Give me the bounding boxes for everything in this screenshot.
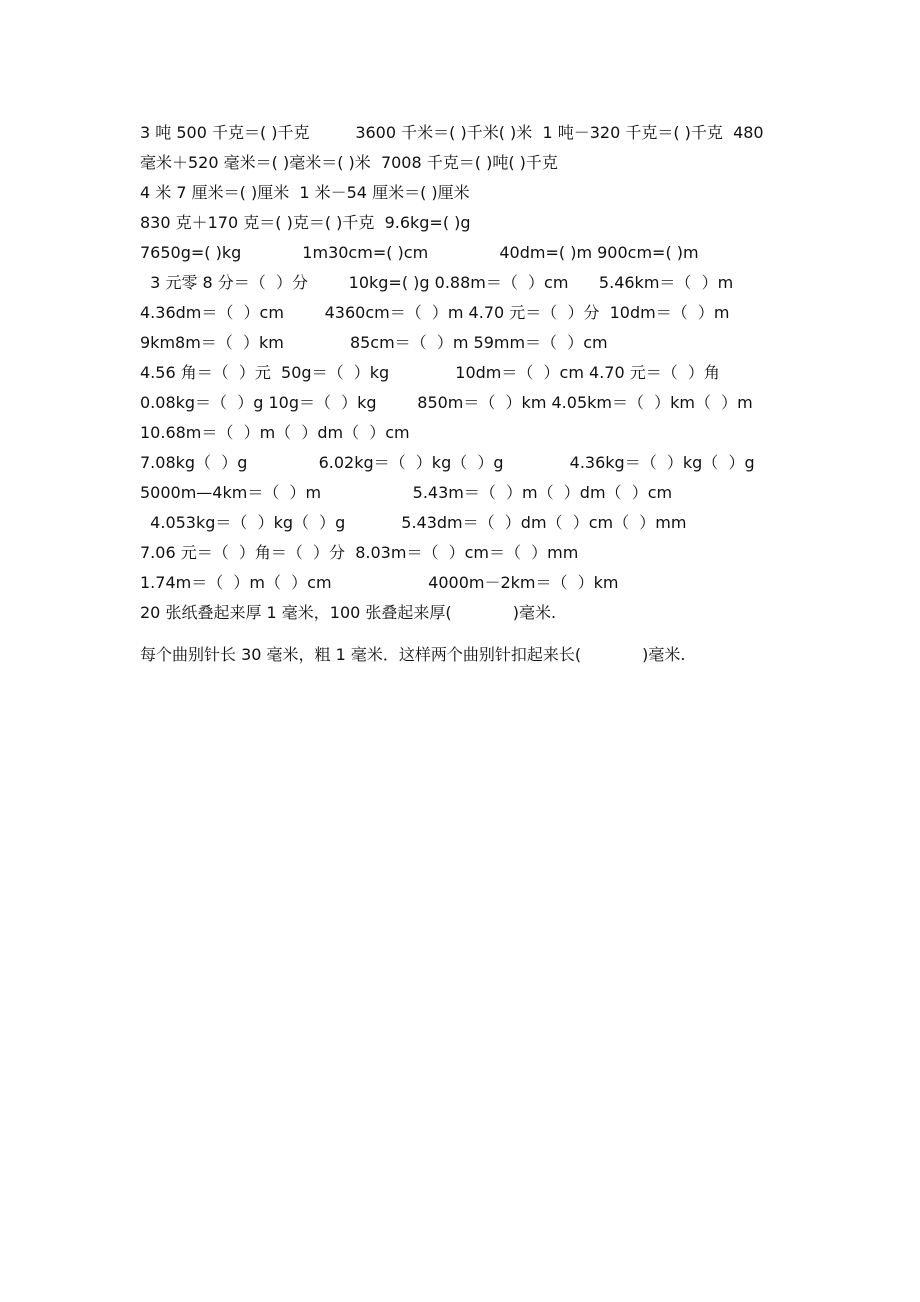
paragraph-spacer — [140, 628, 840, 640]
exercise-line-10: 0.08kg＝（ ）g 10g＝（ ）kg 850m＝（ ）km 4.05km＝（ ）km（ ）m — [140, 393, 753, 412]
exercise-line-6: 3 元零 8 分＝（ ）分 10kg=( )g 0.88m＝（ ）cm 5.46km＝（ ）m — [140, 273, 734, 292]
exercise-line-12: 7.08kg（ ）g 6.02kg＝（ ）kg（ ）g 4.36kg＝（ ）kg（ ）g — [140, 453, 755, 472]
exercise-line-13: 5000m—4km＝（ ）m 5.43m＝（ ）m（ ）dm（ ）cm — [140, 483, 673, 502]
exercise-line-14: 4.053kg＝（ ）kg（ ）g 5.43dm＝（ ）dm（ ）cm（ ）mm — [140, 513, 687, 532]
exercise-line-11: 10.68m＝（ ）m（ ）dm（ ）cm — [140, 423, 410, 442]
exercise-line-9: 4.56 角＝（ ）元 50g＝（ ）kg 10dm＝（ ）cm 4.70 元＝（ ）角 — [140, 363, 720, 382]
exercise-line-4: 830 克＋170 克＝( )克＝( )千克 9.6kg=( )g — [140, 213, 471, 232]
worksheet-content — [140, 118, 840, 670]
exercise-line-8: 9km8m＝（ ）km 85cm＝（ ）m 59mm＝（ ）cm — [140, 333, 608, 352]
exercise-line-16: 1.74m＝（ ）m（ ）cm 4000m－2km＝（ ）km — [140, 573, 619, 592]
word-problem-2: 每个曲别针长 30 毫米，粗 1 毫米．这样两个曲别针扣起来长( )毫米. — [140, 645, 686, 664]
exercise-line-5: 7650g=( )kg 1m30cm=( )cm 40dm=( )m 900cm=( )m — [140, 243, 699, 262]
exercise-line-1: 3 吨 500 千克＝( )千克 3600 千米＝( )千米( )米 1 吨－320 千克＝( )千克 480 — [140, 123, 764, 142]
exercise-line-15: 7.06 元＝（ ）角＝（ ）分 8.03m＝（ ）cm＝（ ）mm — [140, 543, 579, 562]
exercise-line-3: 4 米 7 厘米＝( )厘米 1 米－54 厘米＝( )厘米 — [140, 183, 470, 202]
exercise-line-7: 4.36dm＝（ ）cm 4360cm＝（ ）m 4.70 元＝（ ）分 10dm＝（ ）m — [140, 303, 730, 322]
exercise-line-2: 毫米＋520 毫米＝( )毫米＝( )米 7008 千克＝( )吨( )千克 — [140, 153, 558, 172]
word-problem-1: 20 张纸叠起来厚 1 毫米，100 张叠起来厚( )毫米. — [140, 603, 557, 622]
